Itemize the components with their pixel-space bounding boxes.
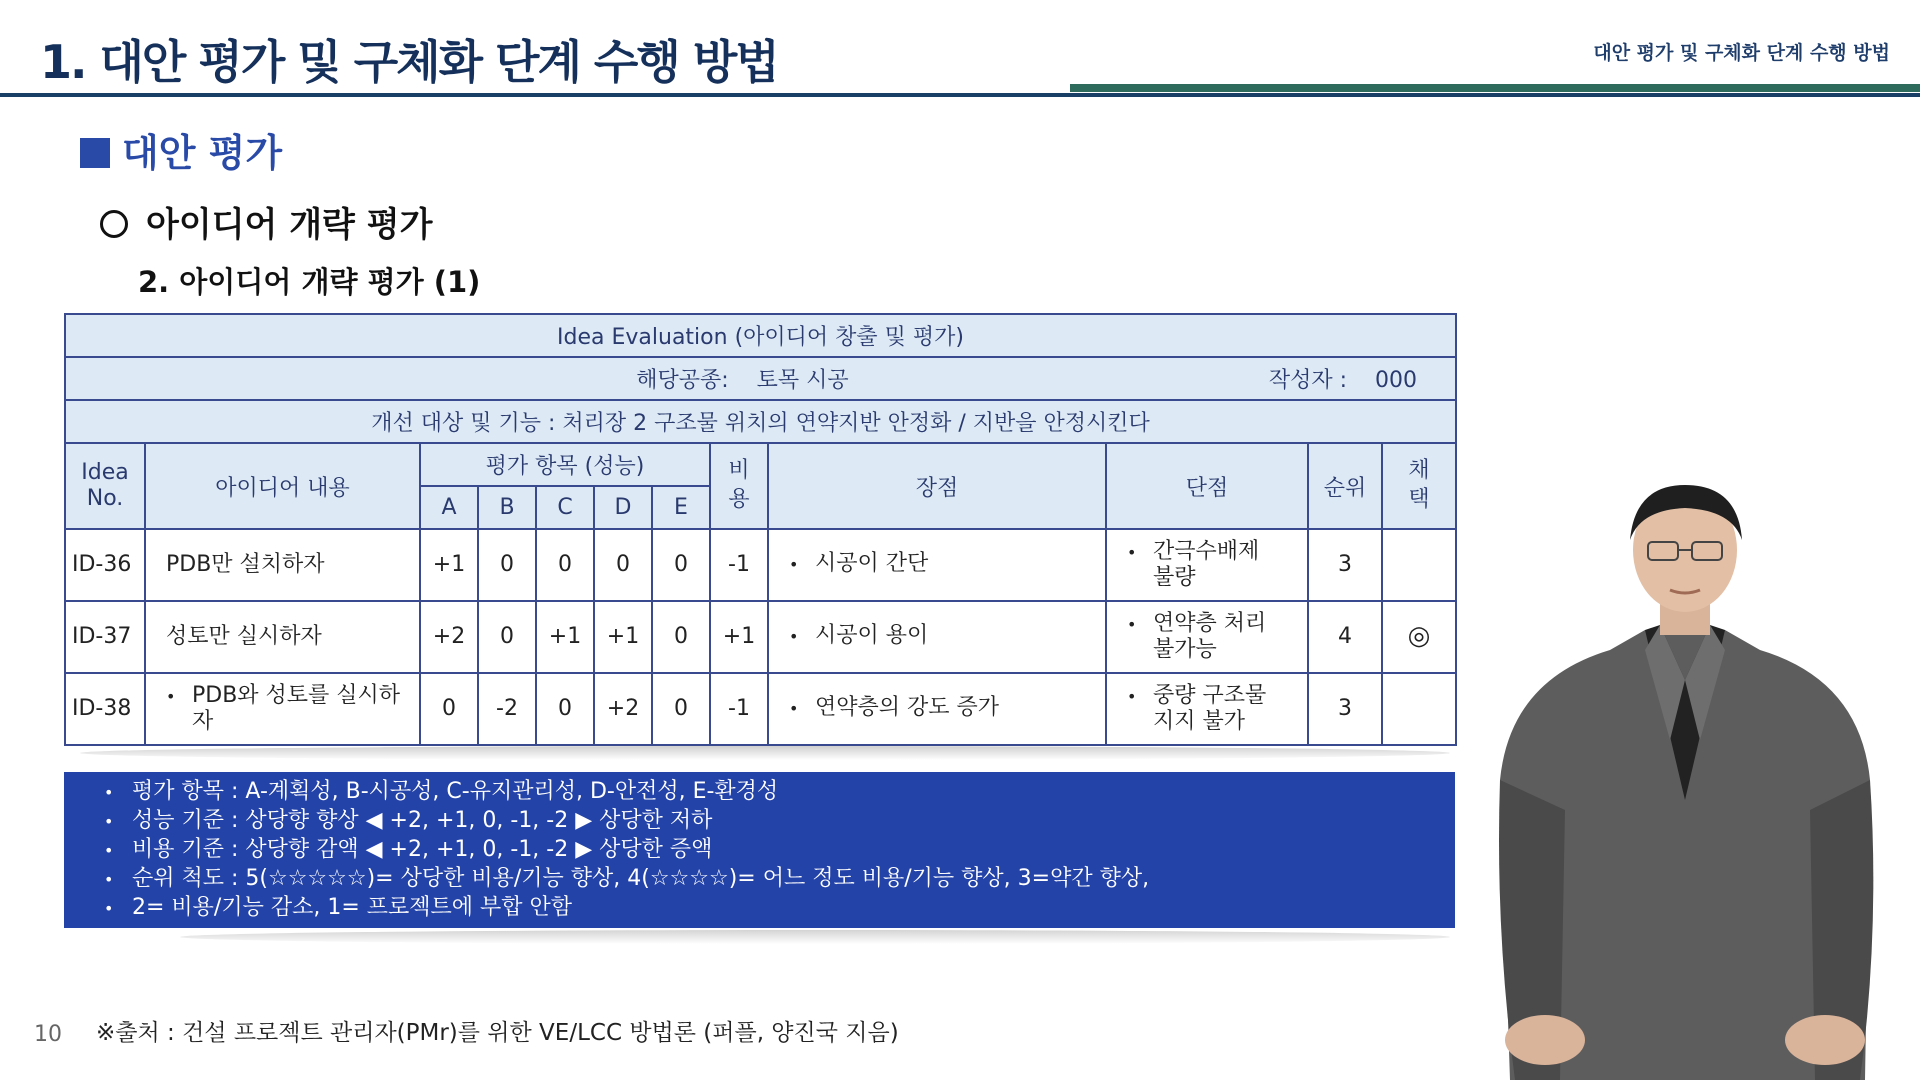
row-cost: -1 bbox=[710, 673, 768, 745]
table-row bbox=[65, 673, 1456, 745]
source-citation: ※출처 : 건설 프로젝트 관리자(PMr)를 위한 VE/LCC 방법론 (퍼플, 양진국 지음) bbox=[96, 1020, 899, 1046]
col-header-rank: 순위 bbox=[1308, 443, 1382, 529]
bullet-icon: • bbox=[789, 699, 799, 718]
legend-text: 2= 비용/기능 감소, 1= 프로젝트에 부합 안함 bbox=[132, 895, 573, 920]
row-adopt bbox=[1382, 529, 1456, 601]
legend-text: 평가 항목 : A-계획성, B-시공성, C-유지관리성, D-안전성, E-환경성 bbox=[132, 779, 779, 804]
col-header-eval-c: C bbox=[536, 486, 594, 529]
bullet-icon: • bbox=[1127, 614, 1137, 634]
bullet-icon: • bbox=[104, 899, 114, 918]
legend-item bbox=[104, 864, 1455, 893]
author-value: 000 bbox=[1375, 368, 1418, 393]
row-cons bbox=[1106, 529, 1308, 601]
circle-bullet-icon bbox=[100, 210, 128, 238]
table-shadow bbox=[80, 746, 1450, 760]
col-header-eval-a: A bbox=[420, 486, 478, 529]
row-content: 성토만 실시하자 bbox=[145, 601, 420, 673]
row-rank: 3 bbox=[1308, 529, 1382, 601]
row-score-d: +1 bbox=[594, 601, 652, 673]
legend-text: 비용 기준 : 상당향 감액 ◀ +2, +1, 0, -1, -2 ▶ 상당한 증액 bbox=[132, 837, 713, 862]
row-cost: +1 bbox=[710, 601, 768, 673]
legend-text: 성능 기준 : 상당향 향상 ◀ +2, +1, 0, -1, -2 ▶ 상당한 저하 bbox=[132, 808, 713, 833]
row-id: ID-37 bbox=[65, 601, 145, 673]
bullet-icon: • bbox=[104, 870, 114, 889]
row-cons bbox=[1106, 673, 1308, 745]
legend-item bbox=[104, 893, 1455, 922]
row-score-e: 0 bbox=[652, 529, 710, 601]
presenter-figure bbox=[1470, 480, 1900, 1080]
table-meta-row bbox=[65, 357, 1456, 400]
improvement-target: 개선 대상 및 기능 : 처리장 2 구조물 위치의 연약지반 안정화 / 지반을 안정시킨다 bbox=[65, 400, 1456, 443]
row-adopt: ◎ bbox=[1382, 601, 1456, 673]
row-cons-text: 간극수배제 불량 bbox=[1153, 538, 1260, 590]
legend-item bbox=[104, 777, 1455, 806]
legend-text: 순위 척도 : 5(☆☆☆☆☆)= 상당한 비용/기능 향상, 4(☆☆☆☆)= 어느 정도 비용/기능 향상, 3=약간 향상, bbox=[132, 866, 1150, 891]
sub-heading-text: 아이디어 개략 평가 bbox=[146, 205, 433, 245]
legend-item bbox=[104, 835, 1455, 864]
col-header-eval-e: E bbox=[652, 486, 710, 529]
legend-item bbox=[104, 806, 1455, 835]
sub-heading bbox=[100, 197, 432, 246]
col-header-cons: 단점 bbox=[1106, 443, 1308, 529]
header-section-title: 대안 평가 및 구체화 단계 수행 방법 bbox=[1593, 42, 1890, 64]
header-accent-rule bbox=[1070, 84, 1920, 92]
bullet-icon: • bbox=[1127, 686, 1137, 706]
bullet-icon: • bbox=[789, 555, 799, 574]
row-content: PDB만 설치하자 bbox=[145, 529, 420, 601]
row-score-e: 0 bbox=[652, 601, 710, 673]
row-score-a: 0 bbox=[420, 673, 478, 745]
section-heading-text: 대안 평가 bbox=[122, 131, 283, 175]
bullet-icon: • bbox=[789, 627, 799, 646]
row-score-b: -2 bbox=[478, 673, 536, 745]
row-score-d: 0 bbox=[594, 529, 652, 601]
row-score-a: +1 bbox=[420, 529, 478, 601]
col-header-cost: 비용 bbox=[710, 443, 768, 529]
table-title: Idea Evaluation (아이디어 창출 및 평가) bbox=[65, 314, 1456, 357]
bullet-icon: • bbox=[104, 783, 114, 802]
row-score-c: 0 bbox=[536, 673, 594, 745]
row-rank: 3 bbox=[1308, 673, 1382, 745]
col-header-adopt: 채택 bbox=[1382, 443, 1456, 529]
row-cons-text: 중량 구조물 지지 불가 bbox=[1153, 682, 1267, 734]
work-type-label: 해당공종: bbox=[636, 368, 729, 393]
col-header-content: 아이디어 내용 bbox=[145, 443, 420, 529]
row-pros bbox=[768, 673, 1106, 745]
row-id: ID-38 bbox=[65, 673, 145, 745]
author bbox=[1269, 363, 1455, 394]
col-header-eval-b: B bbox=[478, 486, 536, 529]
col-header-eval-d: D bbox=[594, 486, 652, 529]
row-pros-text: 시공이 용이 bbox=[815, 623, 929, 648]
row-content bbox=[145, 673, 420, 745]
row-id: ID-36 bbox=[65, 529, 145, 601]
row-adopt bbox=[1382, 673, 1456, 745]
work-type-value: 토목 시공 bbox=[756, 368, 849, 393]
legend-shadow bbox=[180, 930, 1450, 944]
row-score-b: 0 bbox=[478, 601, 536, 673]
row-score-c: +1 bbox=[536, 601, 594, 673]
row-score-d: +2 bbox=[594, 673, 652, 745]
author-label: 작성자 : bbox=[1268, 368, 1348, 393]
row-score-c: 0 bbox=[536, 529, 594, 601]
row-score-b: 0 bbox=[478, 529, 536, 601]
bullet-icon: • bbox=[104, 841, 114, 860]
bullet-icon: • bbox=[166, 686, 176, 706]
row-pros bbox=[768, 601, 1106, 673]
row-rank: 4 bbox=[1308, 601, 1382, 673]
header-rule bbox=[0, 93, 1920, 97]
bullet-icon: • bbox=[104, 812, 114, 831]
col-header-eval-group: 평가 항목 (성능) bbox=[420, 443, 710, 486]
table-row bbox=[65, 601, 1456, 673]
col-header-idea-no: Idea No. bbox=[65, 443, 145, 529]
row-content-text: PDB와 성토를 실시하자 bbox=[192, 682, 401, 734]
col-header-pros: 장점 bbox=[768, 443, 1106, 529]
row-score-e: 0 bbox=[652, 673, 710, 745]
subsub-heading: 2. 아이디어 개략 평가 (1) bbox=[138, 265, 481, 299]
page-number: 10 bbox=[34, 1022, 62, 1047]
legend-box bbox=[64, 772, 1455, 928]
idea-evaluation-table bbox=[64, 313, 1457, 746]
row-score-a: +2 bbox=[420, 601, 478, 673]
row-cons bbox=[1106, 601, 1308, 673]
row-cost: -1 bbox=[710, 529, 768, 601]
row-pros bbox=[768, 529, 1106, 601]
bullet-icon: • bbox=[1127, 542, 1137, 562]
page-title: 1. 대안 평가 및 구체화 단계 수행 방법 bbox=[40, 35, 778, 89]
table-row bbox=[65, 529, 1456, 601]
row-cons-text: 연약층 처리 불가능 bbox=[1153, 610, 1267, 662]
square-bullet-icon bbox=[80, 138, 110, 168]
row-pros-text: 시공이 간단 bbox=[815, 551, 929, 576]
section-heading bbox=[80, 122, 282, 177]
row-pros-text: 연약층의 강도 증가 bbox=[815, 695, 1000, 720]
